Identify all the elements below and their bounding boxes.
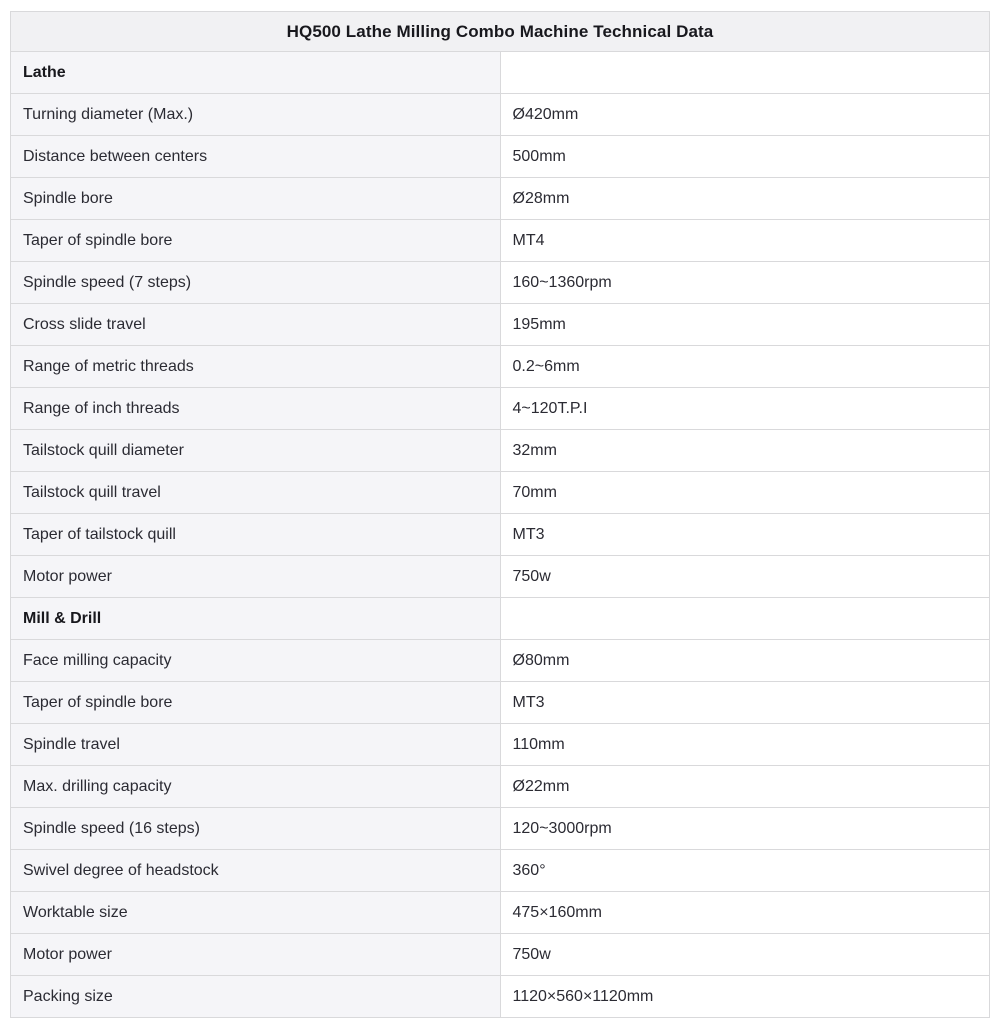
spec-label: Swivel degree of headstock [11,850,501,892]
section-header-row [11,598,990,640]
spec-row [11,388,990,430]
spec-label: Packing size [11,976,501,1018]
table-title: HQ500 Lathe Milling Combo Machine Technical Data [11,12,990,52]
spec-label: Range of metric threads [11,346,501,388]
spec-row [11,472,990,514]
spec-value: 120~3000rpm [500,808,990,850]
spec-value: Ø22mm [500,766,990,808]
spec-row [11,430,990,472]
spec-label: Taper of spindle bore [11,682,501,724]
spec-label: Spindle travel [11,724,501,766]
spec-label: Turning diameter (Max.) [11,94,501,136]
spec-value: 0.2~6mm [500,346,990,388]
spec-value: 360° [500,850,990,892]
spec-value: 1120×560×1120mm [500,976,990,1018]
spec-row [11,220,990,262]
spec-row [11,934,990,976]
spec-label: Distance between centers [11,136,501,178]
spec-label: Tailstock quill diameter [11,430,501,472]
spec-row [11,556,990,598]
spec-label: Motor power [11,556,501,598]
spec-label: Motor power [11,934,501,976]
spec-value: 500mm [500,136,990,178]
spec-value: Ø420mm [500,94,990,136]
spec-row [11,94,990,136]
spec-value: 475×160mm [500,892,990,934]
section-header-empty-cell [500,598,990,640]
spec-row [11,682,990,724]
spec-row [11,304,990,346]
spec-value: 750w [500,934,990,976]
spec-row [11,892,990,934]
spec-value: Ø80mm [500,640,990,682]
spec-value: MT3 [500,514,990,556]
section-header-label: Mill & Drill [11,598,501,640]
section-header-empty-cell [500,52,990,94]
spec-row [11,346,990,388]
section-header-row [11,52,990,94]
spec-value: 160~1360rpm [500,262,990,304]
spec-label: Spindle speed (16 steps) [11,808,501,850]
spec-value: 4~120T.P.I [500,388,990,430]
spec-label: Spindle bore [11,178,501,220]
technical-data-table [10,11,990,1018]
spec-label: Tailstock quill travel [11,472,501,514]
spec-value: 195mm [500,304,990,346]
spec-value: MT4 [500,220,990,262]
spec-label: Max. drilling capacity [11,766,501,808]
spec-label: Range of inch threads [11,388,501,430]
spec-row [11,136,990,178]
spec-row [11,262,990,304]
spec-row [11,766,990,808]
spec-value: 32mm [500,430,990,472]
section-header-label: Lathe [11,52,501,94]
spec-row [11,808,990,850]
spec-row [11,724,990,766]
spec-label: Cross slide travel [11,304,501,346]
spec-label: Worktable size [11,892,501,934]
spec-value: 750w [500,556,990,598]
table-title-row [11,12,990,52]
spec-value: 110mm [500,724,990,766]
spec-row [11,178,990,220]
spec-row [11,514,990,556]
spec-label: Face milling capacity [11,640,501,682]
spec-row [11,850,990,892]
spec-value: 70mm [500,472,990,514]
spec-value: Ø28mm [500,178,990,220]
spec-row [11,640,990,682]
spec-value: MT3 [500,682,990,724]
spec-label: Taper of tailstock quill [11,514,501,556]
spec-row [11,976,990,1018]
spec-label: Spindle speed (7 steps) [11,262,501,304]
spec-label: Taper of spindle bore [11,220,501,262]
